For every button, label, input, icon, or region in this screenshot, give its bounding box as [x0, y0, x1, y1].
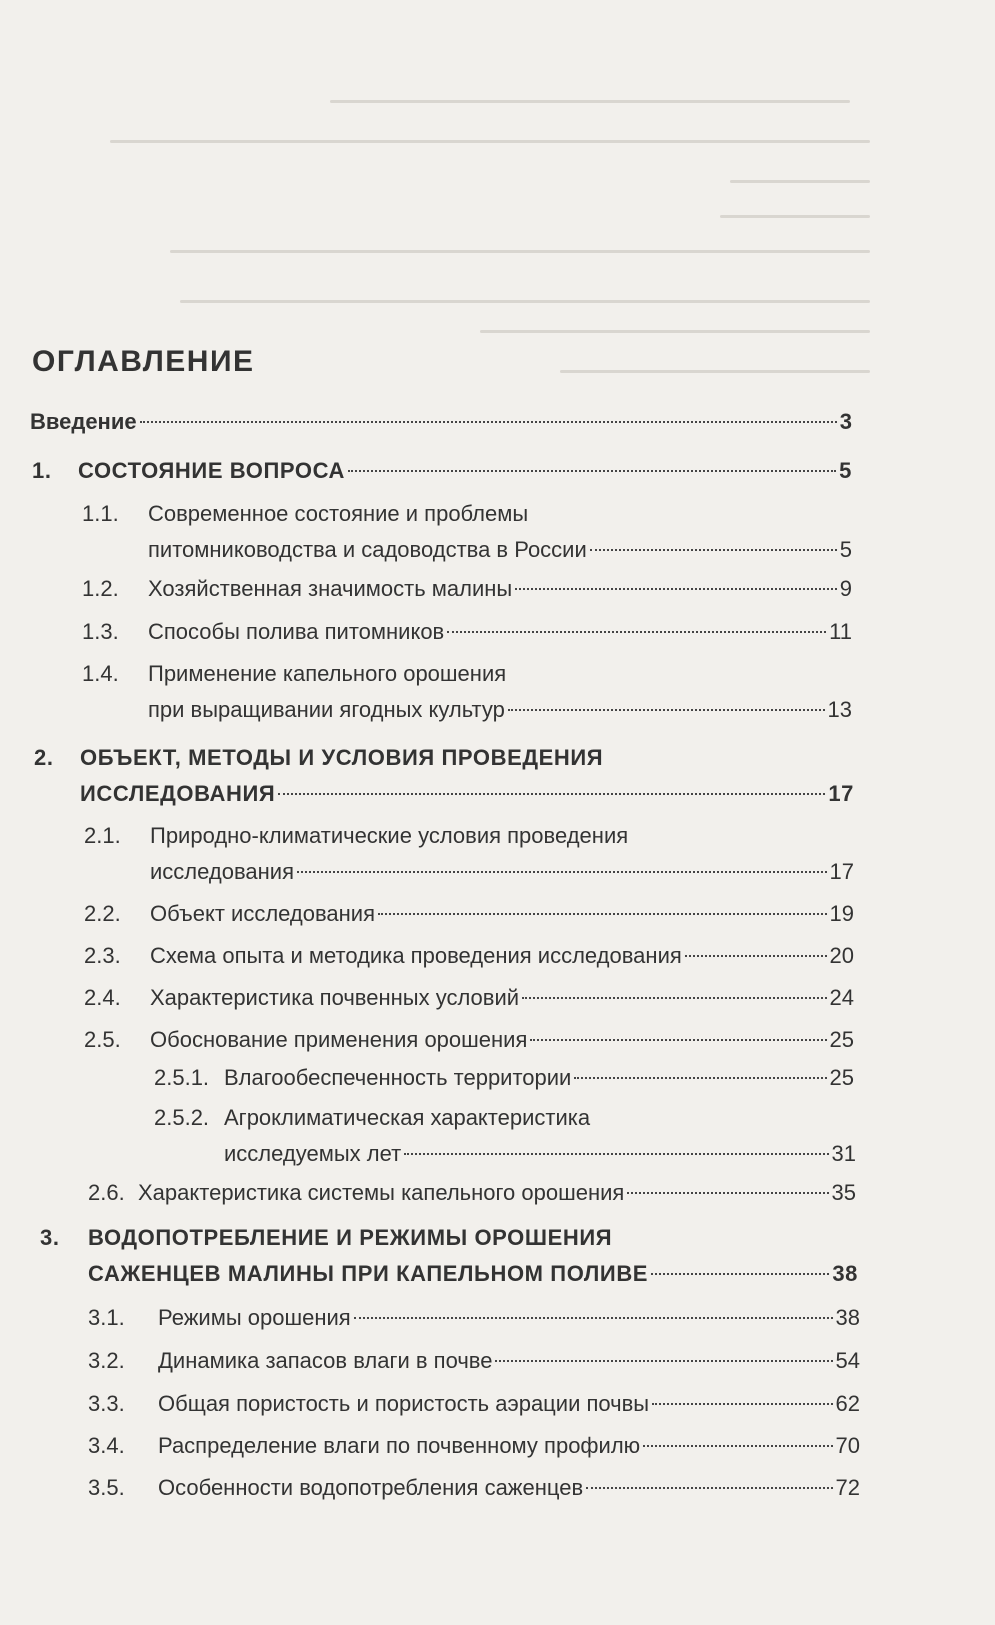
toc-section-2-3: 2.3. Схема опыта и методика проведения исследования 20	[84, 943, 854, 968]
page-title: ОГЛАВЛЕНИЕ	[32, 345, 255, 378]
toc-section-2-1: 2.1. Природно-климатические условия проведения исследования 17	[84, 823, 854, 884]
toc-section-2-2: 2.2. Объект исследования 19	[84, 901, 854, 926]
toc-section-2-4: 2.4. Характеристика почвенных условий 24	[84, 985, 854, 1010]
toc-subsection-2-5-1: 2.5.1. Влагообеспеченность территории 25	[154, 1065, 854, 1090]
toc-section-3-1: 3.1. Режимы орошения 38	[88, 1305, 860, 1330]
toc-section-3-4: 3.4. Распределение влаги по почвенному профилю 70	[88, 1433, 860, 1458]
toc-section-3-2: 3.2. Динамика запасов влаги в почве 54	[88, 1348, 860, 1373]
toc-section-1-1: 1.1. Современное состояние и проблемы питомниководства и садоводства в России 5	[82, 501, 852, 562]
toc-section-2-6: 2.6. Характеристика системы капельного орошения 35	[88, 1180, 856, 1205]
toc-chapter-2: 2. ОБЪЕКТ, МЕТОДЫ И УСЛОВИЯ ПРОВЕДЕНИЯ ИССЛЕДОВАНИЯ 17	[34, 745, 854, 806]
toc-chapter-3: 3. ВОДОПОТРЕБЛЕНИЕ И РЕЖИМЫ ОРОШЕНИЯ САЖЕНЦЕВ МАЛИНЫ ПРИ КАПЕЛЬНОМ ПОЛИВЕ 38	[40, 1225, 858, 1286]
toc-section-1-2: 1.2. Хозяйственная значимость малины 9	[82, 576, 852, 601]
toc-section-1-3: 1.3. Способы полива питомников 11	[82, 619, 852, 644]
toc-entry-intro: Введение 3	[30, 409, 852, 434]
toc-section-2-5: 2.5. Обоснование применения орошения 25	[84, 1027, 854, 1052]
toc-section-1-4: 1.4. Применение капельного орошения при выращивании ягодных культур 13	[82, 661, 852, 722]
toc-section-3-5: 3.5. Особенности водопотребления саженцев 72	[88, 1475, 860, 1500]
toc-section-3-3: 3.3. Общая пористость и пористость аэрации почвы 62	[88, 1391, 860, 1416]
toc-subsection-2-5-2: 2.5.2. Агроклиматическая характеристика исследуемых лет 31	[154, 1105, 856, 1166]
toc-chapter-1: 1. СОСТОЯНИЕ ВОПРОСА 5	[32, 458, 852, 483]
